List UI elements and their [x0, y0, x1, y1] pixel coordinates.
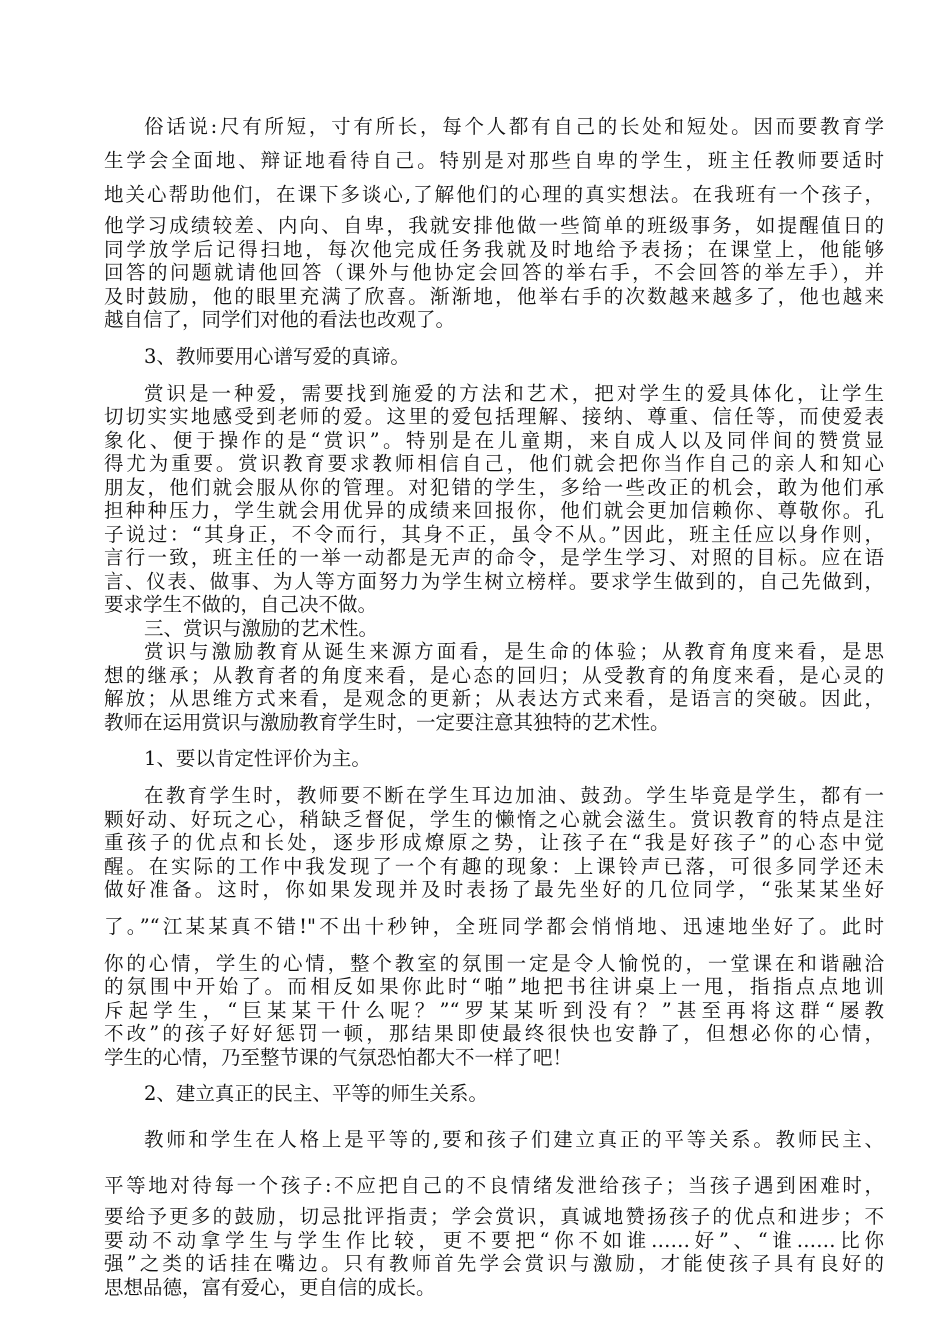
text-line: 言行一致，班主任的一举一动都是无声的命令，是学生学习、对照的目标。应在语 — [104, 546, 884, 569]
text-line: 得尤为重要。赏识教育要求教师相信自己，他们就会把你当作自己的亲人和知心 — [104, 452, 884, 475]
text-line: 强”之类的话挂在嘴边。只有教师首先学会赏识与激励，才能使孩子具有良好的 — [104, 1252, 884, 1275]
text-line: 子说过：“其身正，不令而行，其身不正，虽令不从。”因此，班主任应以身作则， — [104, 522, 884, 546]
text-line: 他学习成绩较差、内向、自卑，我就安排他做一些简单的班级事务，如提醒值日的 — [104, 214, 884, 237]
text-line: 言、仪表、做事、为人等方面努力为学生树立榜样。要求学生做到的，自己先做到， — [104, 569, 884, 593]
paragraph-positive-evaluation — [104, 784, 884, 1069]
text-line: 象化、便于操作的是“赏识”。特别是在儿童期，来自成人以及同伴间的赞赏显 — [104, 428, 884, 452]
text-line: 地关心帮助他们，在课下多谈心,了解他们的心理的真实想法。在我班有一个孩子， — [104, 183, 884, 206]
text-line: 及时鼓励，他的眼里充满了欣喜。渐渐地，他举右手的次数越来越多了，他也越来 — [104, 284, 884, 308]
section-heading: 三、赏识与激励的艺术性。 — [144, 616, 379, 640]
text-line: 重孩子的优点和长处，逐步形成燎原之势，让孩子在“我是好孩子”的心态中觉 — [104, 831, 884, 854]
text-line: 颗好动、好玩之心，稍缺乏督促，学生的懒惰之心就会滋生。赏识教育的特点是注 — [104, 807, 884, 831]
text-line: 斥起学生，“巨某某干什么呢？”“罗某某听到没有？”甚至再将这群“屡教 — [104, 998, 884, 1022]
text-line: 回答的问题就请他回答（课外与他协定会回答的举右手，不会回答的举左手），并 — [104, 261, 884, 284]
text-line: 想的继承；从教育者的角度来看，是心态的回归；从受教育的角度来看，是心灵的 — [104, 663, 884, 687]
paragraph-love-truth — [104, 382, 884, 617]
paragraph-equal-relationship — [104, 1125, 884, 1299]
paragraph-art — [104, 640, 884, 734]
text-line: 要求学生不做的，自己决不做。 — [104, 593, 378, 616]
text-line: 切切实实地感受到老师的爱。这里的爱包括理解、接纳、尊重、信任等，而使爱表 — [104, 405, 884, 428]
text-line: 平等地对待每一个孩子:不应把自己的不良情绪发泄给孩子；当孩子遇到困难时， — [104, 1174, 884, 1197]
text-line: 解放；从思维方式来看，是观念的更新；从表达方式来看，是语言的突破。因此， — [104, 687, 884, 710]
text-line: 在教育学生时，教师要不断在学生耳边加油、鼓劲。学生毕竟是学生，都有一 — [144, 784, 884, 807]
section-heading: 3、教师要用心谱写爱的真谛。 — [144, 344, 410, 368]
text-line: 思想品德，富有爱心，更自信的成长。 — [104, 1275, 436, 1299]
text-line: 担种种压力，学生就会用优异的成绩来回报你，他们就会更加信赖你、尊敬你。孔 — [104, 499, 884, 522]
text-line: 学生的心情，乃至整节课的气氛恐怕都大不一样了吧！ — [104, 1045, 573, 1069]
text-line: 越自信了，同学们对他的看法也改观了。 — [104, 308, 456, 331]
text-line: 醒。在实际的工作中我发现了一个有趣的现象：上课铃声已落，可很多同学还未 — [104, 854, 884, 878]
text-line: 的氛围中开始了。而相反如果你此时“啪”地把书往讲桌上一甩，指指点点地训 — [104, 975, 884, 998]
text-line: 教师和学生在人格上是平等的,要和孩子们建立真正的平等关系。教师民主、 — [144, 1128, 884, 1151]
text-line: 要动不动拿学生与学生作比较，更不要把“你不如谁……好”、“谁……比你 — [104, 1228, 884, 1252]
document-page — [104, 112, 884, 1299]
paragraph-self-view — [104, 112, 884, 332]
text-line: 不改”的孩子好好惩罚一顿，那结果即使最终很快也安静了，但想必你的心情， — [104, 1022, 884, 1045]
text-line: 同学放学后记得扫地，每次他完成任务我就及时地给予表扬；在课堂上，他能够 — [104, 237, 884, 261]
text-line: 教师在运用赏识与激励教育学生时，一定要注意其独特的艺术性。 — [104, 710, 670, 734]
text-line: 了。”“江某某真不错!"不出十秒钟，全班同学都会悄悄地、迅速地坐好了。此时 — [104, 914, 884, 938]
text-line: 赏识与激励教育从诞生来源方面看，是生命的体验；从教育角度来看，是思 — [144, 640, 884, 663]
section-heading: 1、要以肯定性评价为主。 — [144, 747, 371, 770]
section-heading: 2、建立真正的民主、平等的师生关系。 — [144, 1082, 488, 1105]
text-line: 生学会全面地、辩证地看待自己。特别是对那些自卑的学生，班主任教师要适时 — [104, 149, 884, 172]
text-line: 俗话说:尺有所短，寸有所长，每个人都有自己的长处和短处。因而要教育学 — [144, 115, 884, 138]
text-line: 你的心情，学生的心情，整个教室的氛围一定是令人愉悦的，一堂课在和谐融洽 — [104, 951, 884, 975]
text-line: 朋友，他们就会服从你的管理。对犯错的学生，多给一些改正的机会，敢为他们承 — [104, 475, 884, 499]
text-line: 赏识是一种爱，需要找到施爱的方法和艺术，把对学生的爱具体化，让学生 — [144, 381, 884, 405]
text-line: 要给予更多的鼓励，切忌批评指责；学会赏识，真诚地赞扬孩子的优点和进步；不 — [104, 1205, 884, 1228]
text-line: 做好准备。这时，你如果发现并及时表扬了最先坐好的几位同学，“张某某坐好 — [104, 878, 884, 901]
